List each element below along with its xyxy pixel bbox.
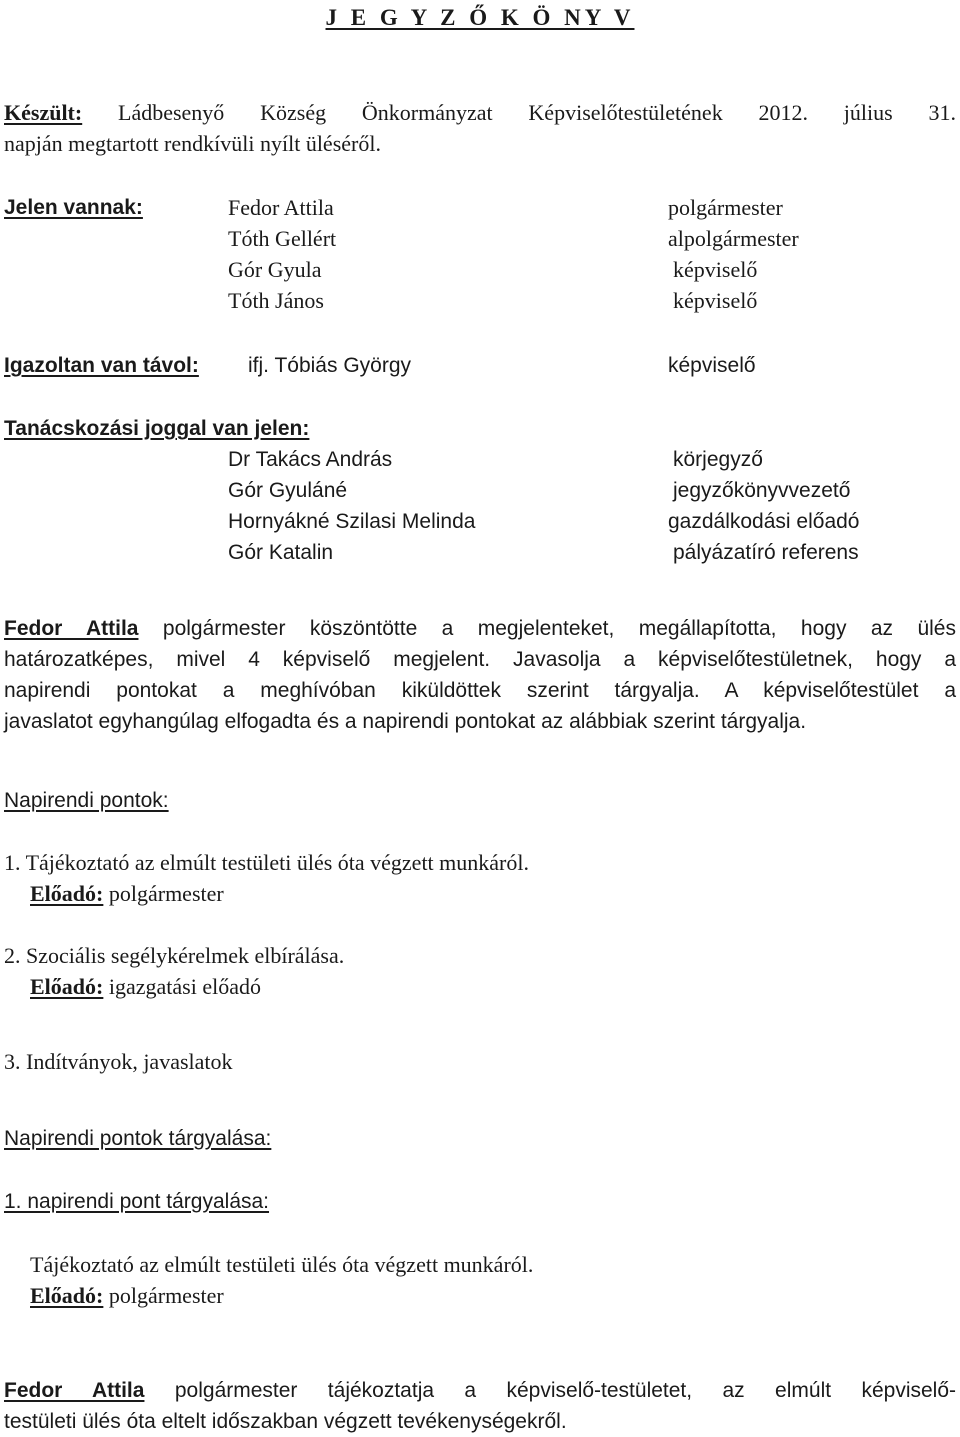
absent-role: képviselő [668, 354, 756, 377]
discussion-item-1-text: Tájékoztató az elmúlt testületi ülés óta végzett munkáról. [30, 1252, 534, 1277]
intro-line-4: javaslatot egyhangúlag elfogadta és a napirendi pontokat az alábbiak szerint tárgyalja. [4, 710, 807, 733]
advisory-role-3: gazdálkodási előadó [668, 510, 860, 533]
agenda-presenter-2 [30, 971, 261, 1002]
discussion-line-1: polgármester tájékoztatja a képviselő-testületet, az elmúlt képviselő- [174, 1379, 957, 1402]
present-name-4: Tóth János [228, 288, 324, 313]
agenda-item-3: 3. Indítványok, javaslatok [4, 1049, 233, 1074]
agenda-presenter-1-value: polgármester [108, 881, 224, 906]
intro-line-1: polgármester köszöntötte a megjelenteket, megállapította, hogy az ülés [162, 617, 956, 640]
header-line-2: napján megtartott rendkívüli nyílt üléséről. [4, 131, 381, 156]
agenda-heading: Napirendi pontok: [4, 789, 169, 812]
discussion-speaker: Fedor Attila [4, 1379, 145, 1402]
advisory-name-3: Hornyákné Szilasi Melinda [228, 510, 476, 533]
intro-paragraph [4, 613, 956, 737]
advisory-name-4: Gór Katalin [228, 541, 334, 564]
discussion-line-2: testületi ülés óta eltelt időszakban végzett tevékenységekről. [4, 1410, 567, 1433]
advisory-role-4: pályázatíró referens [673, 541, 859, 564]
agenda-item-1: 1. Tájékoztató az elmúlt testületi ülés óta végzett munkáról. [4, 850, 529, 875]
advisory-role-1: körjegyző [673, 448, 763, 471]
advisory-label: Tanácskozási joggal van jelen: [4, 417, 310, 440]
present-role-1: polgármester [668, 195, 783, 220]
document-title: J E G Y Z Ő K Ö NY V [325, 5, 635, 30]
present-name-1: Fedor Attila [228, 195, 334, 220]
absent-name: ifj. Tóbiás György [248, 354, 412, 377]
discussion-heading: Napirendi pontok tárgyalása: [4, 1127, 272, 1150]
intro-line-2: határozatképes, mivel 4 képviselő megjelent. Javasolja a képviselőtestületnek, hogy a [4, 648, 956, 671]
intro-speaker: Fedor Attila [4, 617, 139, 640]
present-role-2: alpolgármester [668, 226, 799, 251]
agenda-item-2: 2. Szociális segélykérelmek elbírálása. [4, 943, 345, 968]
present-name-3: Gór Gyula [228, 257, 322, 282]
header-label: Készült: [4, 100, 83, 125]
advisory-role-2: jegyzőkönyvvezető [673, 479, 851, 502]
agenda-presenter-2-value: igazgatási előadó [108, 974, 261, 999]
present-role-4: képviselő [673, 288, 758, 313]
absent-label: Igazoltan van távol: [4, 354, 199, 377]
advisory-name-1: Dr Takács András [228, 448, 393, 471]
present-role-3: képviselő [673, 257, 758, 282]
header-paragraph [4, 97, 956, 159]
agenda-presenter-1-label: Előadó: [30, 881, 104, 906]
agenda-presenter-2-label: Előadó: [30, 974, 104, 999]
header-line-1: Ládbesenyő Község Önkormányzat Képviselőtestületének 2012. július 31. [118, 100, 956, 125]
discussion-presenter-value: polgármester [108, 1283, 224, 1308]
agenda-presenter-1 [30, 878, 224, 909]
present-name-2: Tóth Gellért [228, 226, 337, 251]
advisory-name-2: Gór Gyuláné [228, 479, 348, 502]
intro-line-3: napirendi pontokat a meghívóban kiküldöttek szerint tárgyalja. A képviselőtestület a [4, 679, 956, 702]
discussion-presenter-label: Előadó: [30, 1283, 104, 1308]
discussion-paragraph [4, 1375, 956, 1437]
present-label: Jelen vannak: [4, 196, 143, 219]
discussion-item-1-presenter [30, 1280, 224, 1311]
discussion-item-1-heading: 1. napirendi pont tárgyalása: [4, 1190, 270, 1213]
